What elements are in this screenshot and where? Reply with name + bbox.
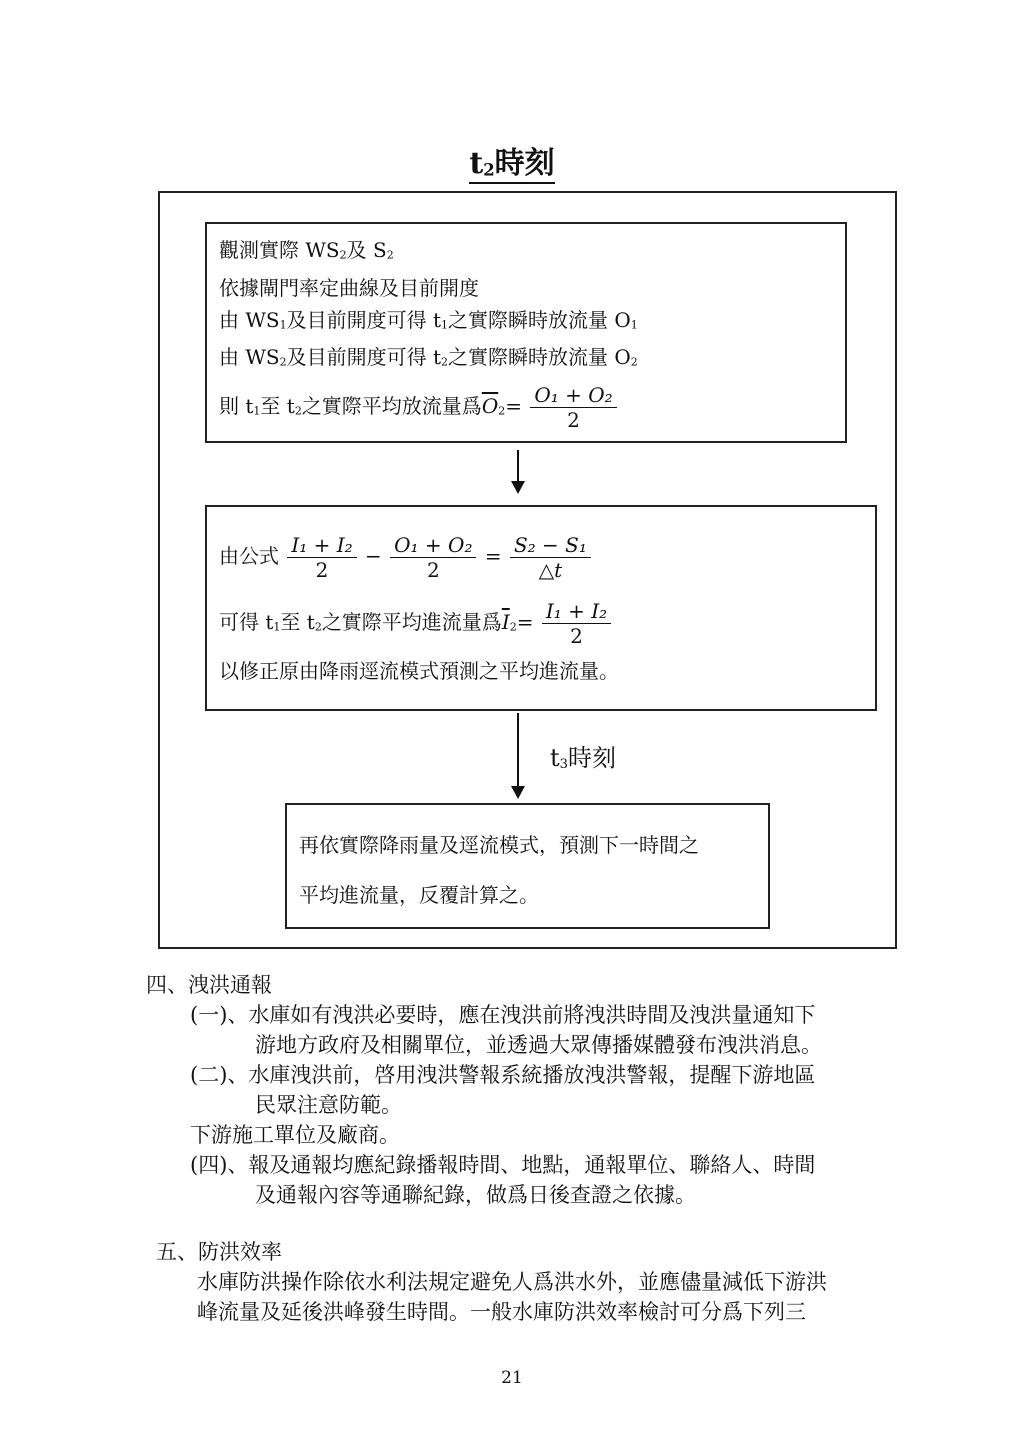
box3-line2: 平均進流量，反覆計算之。 bbox=[299, 883, 539, 907]
observation-box bbox=[205, 222, 847, 443]
paragraph-line: (二)、水庫洩洪前，啓用洩洪警報系統播放洩洪警報，提醒下游地區 bbox=[190, 1063, 816, 1087]
box2-line3: 以修正原由降雨逕流模式預測之平均進流量。 bbox=[219, 658, 619, 683]
down-arrow-icon bbox=[517, 450, 519, 482]
page-title: $t_2$時刻 bbox=[0, 138, 1024, 182]
section-heading: 四、洩洪通報 bbox=[146, 973, 272, 997]
repeat-calculation-box bbox=[285, 803, 770, 929]
paragraph-line: 民眾注意防範。 bbox=[255, 1093, 402, 1117]
paragraph-line: 及通報內容等通聯紀錄，做爲日後查證之依據。 bbox=[255, 1183, 696, 1207]
down-arrow-icon bbox=[517, 713, 519, 787]
mean-outflow-fraction: $\frac{\text{O₁ + O₂}}{2}$ bbox=[530, 383, 616, 432]
paragraph-line: (四)、報及通報均應紀錄播報時間、地點，通報單位、聯絡人、時間 bbox=[190, 1153, 816, 1177]
section-heading: 五、防洪效率 bbox=[156, 1240, 282, 1264]
box3-line1: 再依實際降雨量及逕流模式，預測下一時間之 bbox=[299, 833, 699, 857]
mean-outflow-symbol: $\overline{O}$ bbox=[481, 393, 499, 418]
paragraph-line: 水庫防洪操作除依水利法規定避免人爲洪水外，並應儘量減低下游洪 bbox=[197, 1270, 827, 1294]
box1-line4: 由 $WS_2$及目前開度可得 $t_2$之實際瞬時放流量 $O_2$ bbox=[219, 345, 638, 370]
box1-line2: 依據閘門率定曲線及目前開度 bbox=[219, 275, 479, 300]
paragraph-line: (一)、水庫如有洩洪必要時，應在洩洪前將洩洪時間及洩洪量通知下 bbox=[190, 1003, 816, 1027]
t3-label: $t_3$時刻 bbox=[550, 744, 617, 772]
inflow-formula-box bbox=[205, 505, 877, 711]
mean-inflow-symbol: $\overline{I}$ bbox=[501, 610, 510, 634]
paragraph-line: 峰流量及延後洪峰發生時間。一般水庫防洪效率檢討可分爲下列三 bbox=[197, 1300, 806, 1324]
page-number: 21 bbox=[501, 1368, 523, 1388]
continuity-formula: 由公式 $\frac{\text{I₁ + I₂}}{2}$ − $\frac{\text{O₁ + O₂}}{2}$ = $\frac{\text{S₂ − S₁}}{\triangle t}$ bbox=[219, 529, 875, 583]
paragraph-line: 下游施工單位及廠商。 bbox=[190, 1123, 400, 1147]
mean-inflow-line: 可得 $t_1$至 $t_2$之實際平均進流量爲$\overline{I}_2=$ $\frac{\text{I₁ + I₂}}{2}$ bbox=[219, 595, 875, 655]
box1-line1: 觀測實際 $WS_2$及 $S_2$ bbox=[219, 238, 394, 262]
box1-line3: 由 $WS_1$及目前開度可得 $t_1$之實際瞬時放流量 $O_1$ bbox=[219, 307, 638, 332]
box1-line5: 則 $t_1$至 $t_2$之實際平均放流量爲$\overline{O}_2=$ $\frac{\text{O₁ + O₂}}{2}$ bbox=[219, 383, 845, 432]
paragraph-line: 游地方政府及相關單位，並透過大眾傳播媒體發布洩洪消息。 bbox=[255, 1033, 822, 1057]
